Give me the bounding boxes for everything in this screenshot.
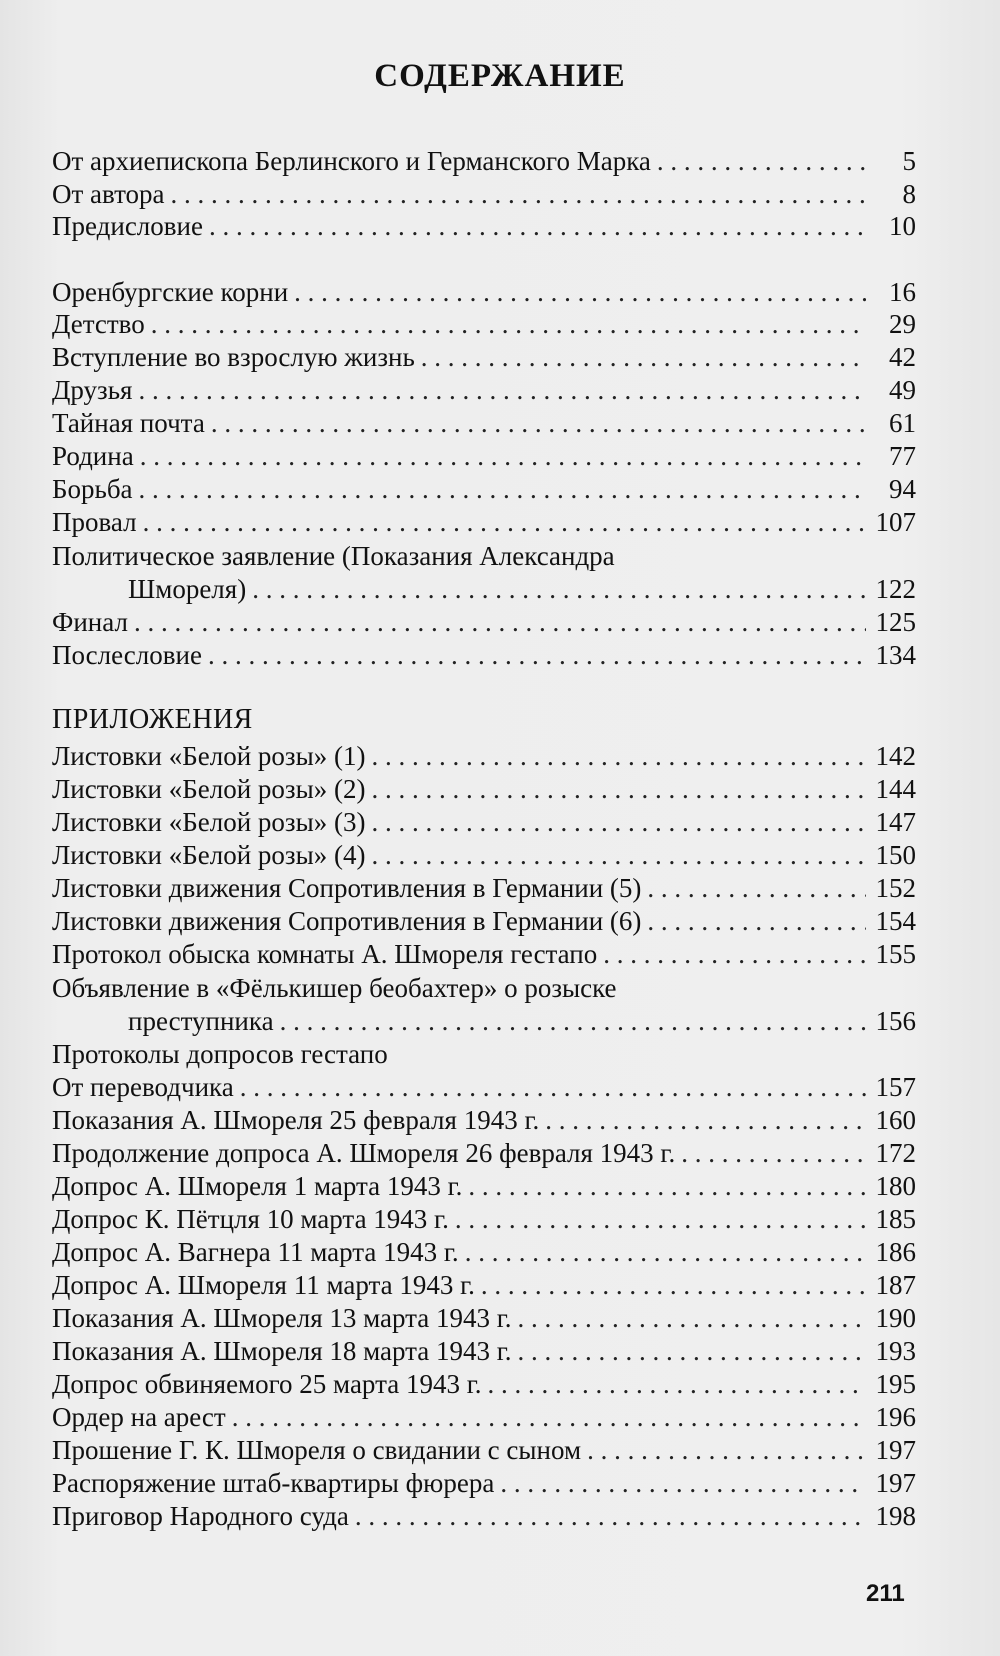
toc-entry-page: 144	[875, 774, 916, 804]
toc-leader	[240, 1071, 866, 1104]
toc-entry-page: 198	[875, 1501, 916, 1531]
toc-entry-title: Листовки «Белой розы» (1)	[52, 741, 366, 771]
toc-entry-title: Листовки движения Сопротивления в Германии (6)	[52, 906, 642, 936]
toc-leader	[140, 440, 866, 473]
toc-entry-title: Финал	[52, 607, 128, 637]
toc-entry-title: Допрос К. Пётцля 10 марта 1943 г.	[52, 1204, 449, 1234]
toc-entry	[52, 740, 916, 773]
toc-entry-title: Протокол обыска комнаты А. Шмореля гестапо	[52, 939, 598, 969]
toc-leader	[481, 1269, 866, 1302]
toc-entry-title: Листовки «Белой розы» (3)	[52, 807, 366, 837]
toc-entry-page: 42	[889, 342, 916, 372]
toc-entry	[52, 573, 916, 606]
toc-entry	[52, 308, 916, 341]
toc-leader	[518, 1302, 866, 1335]
toc-entry-title: Листовки движения Сопротивления в Германии (5)	[52, 873, 642, 903]
appendix-heading: ПРИЛОЖЕНИЯ	[52, 704, 253, 735]
toc-leader	[252, 573, 866, 606]
toc-leader	[211, 407, 866, 440]
toc-entry-title: Оренбургские корни	[52, 277, 289, 307]
toc-entry	[52, 1137, 916, 1170]
toc-entry	[52, 1269, 916, 1302]
toc-entry	[52, 1203, 916, 1236]
toc-entry-page: 185	[875, 1204, 916, 1234]
toc-leader	[294, 276, 866, 309]
toc-leader	[371, 806, 866, 839]
toc-entry	[52, 839, 916, 872]
toc-leader	[421, 341, 866, 374]
toc-entry	[52, 341, 916, 374]
toc-entry	[52, 473, 916, 506]
toc-leader	[465, 1236, 866, 1269]
toc-leader	[355, 1500, 866, 1533]
toc-entry	[52, 210, 916, 243]
toc-entry-title: Показания А. Шмореля 25 февраля 1943 г.	[52, 1105, 540, 1135]
toc-entry	[52, 905, 916, 938]
toc-leader	[647, 905, 866, 938]
toc-leader	[681, 1137, 866, 1170]
toc-entry-page: 187	[875, 1270, 916, 1300]
toc-entry	[52, 1368, 916, 1401]
toc-entry-page: 157	[875, 1072, 916, 1102]
toc-entry	[52, 639, 916, 672]
toc-entry-page: 155	[875, 939, 916, 969]
toc-entry-page: 61	[889, 408, 916, 438]
toc-entry-page: 94	[889, 474, 916, 504]
toc-leader	[208, 639, 866, 672]
toc-entry	[52, 440, 916, 473]
toc-entry-title: Прошение Г. К. Шмореля о свидании с сыном	[52, 1435, 582, 1465]
toc-entry	[52, 1335, 916, 1368]
toc-leader	[139, 473, 866, 506]
toc-entry	[52, 1401, 916, 1434]
toc-entry	[52, 938, 916, 971]
toc-entry-page: 196	[875, 1402, 916, 1432]
toc-entry-title: Допрос А. Шмореля 1 марта 1943 г.	[52, 1171, 463, 1201]
toc-entry	[52, 872, 916, 905]
toc-entry	[52, 1500, 916, 1533]
toc-entry-page: 134	[875, 640, 916, 670]
toc-entry-page: 152	[875, 873, 916, 903]
toc-leader	[232, 1401, 866, 1434]
toc-leader	[545, 1104, 866, 1137]
toc-entry-title: преступника	[128, 1006, 274, 1036]
toc-leader	[500, 1467, 866, 1500]
toc-entry	[52, 1434, 916, 1467]
toc-entry-page: 190	[875, 1303, 916, 1333]
toc-entry-title: Провал	[52, 507, 137, 537]
toc-entry	[52, 806, 916, 839]
toc-entry	[52, 276, 916, 309]
toc-entry-page: 156	[875, 1006, 916, 1036]
toc-entry-title: Листовки «Белой розы» (2)	[52, 774, 366, 804]
toc-entry-page: 107	[875, 507, 916, 537]
toc-leader	[143, 506, 866, 539]
toc-entry-page: 77	[889, 441, 916, 471]
toc-entry-title: От переводчика	[52, 1072, 234, 1102]
toc-entry-page: 125	[875, 607, 916, 637]
page-title: СОДЕРЖАНИЕ	[374, 58, 626, 94]
toc-entry-page: 186	[875, 1237, 916, 1267]
toc-leader	[371, 773, 866, 806]
toc-entry-title: Предисловие	[52, 211, 203, 241]
toc-entry-page: 16	[889, 277, 916, 307]
toc-entry-title: Шмореля)	[128, 574, 247, 604]
toc-leader	[587, 1434, 866, 1467]
toc-leader	[209, 210, 866, 243]
toc-leader	[455, 1203, 866, 1236]
toc-entry	[52, 178, 916, 211]
toc-entry	[52, 407, 916, 440]
toc-entry-title: Вступление во взрослую жизнь	[52, 342, 415, 372]
toc-entry-title: Детство	[52, 309, 145, 339]
toc-entry	[52, 1071, 916, 1104]
toc-entry	[52, 1467, 916, 1500]
toc-leader	[371, 839, 866, 872]
toc-entry-page: 172	[875, 1138, 916, 1168]
toc-entry-title: Приговор Народного суда	[52, 1501, 349, 1531]
toc-entry-page: 10	[889, 211, 916, 241]
toc-entry	[52, 606, 916, 639]
toc-leader	[468, 1170, 866, 1203]
toc-entry-title: Тайная почта	[52, 408, 205, 438]
toc-entry	[52, 773, 916, 806]
toc-entry	[52, 1302, 916, 1335]
toc-leader	[603, 938, 866, 971]
toc-entry-title: Показания А. Шмореля 13 марта 1943 г.	[52, 1303, 512, 1333]
toc-entry	[52, 506, 916, 539]
toc-entry-page: 150	[875, 840, 916, 870]
toc-leader	[171, 178, 866, 211]
toc-entry-title: Объявление в «Фёлькишер беобахтер» о розыске	[52, 973, 617, 1003]
toc-leader	[647, 872, 866, 905]
toc-entry-page: 147	[875, 807, 916, 837]
toc-entry-title: Распоряжение штаб-квартиры фюрера	[52, 1468, 495, 1498]
toc-entry-title: От архиепископа Берлинского и Германского Марка	[52, 146, 651, 176]
toc-entry-page: 49	[889, 375, 916, 405]
toc-entry-page: 180	[875, 1171, 916, 1201]
toc-entry-page: 5	[902, 146, 916, 176]
toc-entry	[52, 374, 916, 407]
toc-entry-title: Послесловие	[52, 640, 202, 670]
toc-leader	[371, 740, 866, 773]
toc-entry-page: 29	[889, 309, 916, 339]
toc-entry-title: Показания А. Шмореля 18 марта 1943 г.	[52, 1336, 512, 1366]
toc-entry-title: Политическое заявление (Показания Александра	[52, 541, 615, 571]
toc-entry-title: Продолжение допроса А. Шмореля 26 февраля 1943 г.	[52, 1138, 676, 1168]
interrogations-heading: Протоколы допросов гестапо	[52, 1039, 388, 1069]
toc-entry-title: Допрос А. Шмореля 11 марта 1943 г.	[52, 1270, 475, 1300]
toc-leader	[518, 1335, 866, 1368]
toc-entry-title: Борьба	[52, 474, 133, 504]
toc-entry-page: 197	[875, 1468, 916, 1498]
toc-entry-title: Допрос А. Вагнера 11 марта 1943 г.	[52, 1237, 459, 1267]
toc-entry	[52, 1236, 916, 1269]
toc-entry-title: Допрос обвиняемого 25 марта 1943 г.	[52, 1369, 482, 1399]
toc-entry-title: Родина	[52, 441, 134, 471]
toc-leader	[487, 1368, 866, 1401]
toc-entry-title: Ордер на арест	[52, 1402, 226, 1432]
toc-leader	[138, 374, 866, 407]
toc-entry	[52, 1005, 916, 1038]
toc-entry-page: 8	[902, 179, 916, 209]
toc-leader	[280, 1005, 866, 1038]
toc-entry-page: 154	[875, 906, 916, 936]
toc-entry-title: Друзья	[52, 375, 133, 405]
toc-entry-title: Листовки «Белой розы» (4)	[52, 840, 366, 870]
toc-entry-page: 122	[875, 574, 916, 604]
toc-entry-page: 160	[875, 1105, 916, 1135]
toc-entry	[52, 1170, 916, 1203]
toc-leader	[151, 308, 866, 341]
toc-leader	[134, 606, 866, 639]
toc-entry-title: От автора	[52, 179, 165, 209]
page-number: 211	[866, 1580, 905, 1607]
toc-entry	[52, 1104, 916, 1137]
toc-entry	[52, 145, 916, 178]
toc-leader	[657, 145, 866, 178]
toc-entry-page: 197	[875, 1435, 916, 1465]
toc-entry-page: 193	[875, 1336, 916, 1366]
toc-entry-page: 142	[875, 741, 916, 771]
toc-entry-page: 195	[875, 1369, 916, 1399]
